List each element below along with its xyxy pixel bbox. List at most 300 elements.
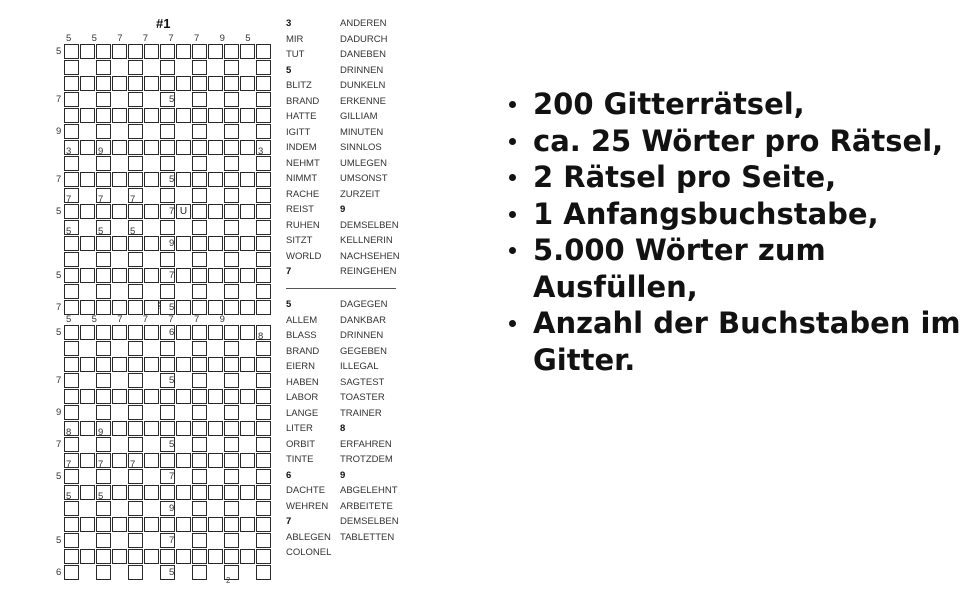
word-list-entry: ABLEGEN <box>286 531 331 543</box>
grid-cell <box>176 517 191 532</box>
grid-cell <box>224 501 239 516</box>
grid-cell <box>64 501 79 516</box>
feature-item <box>505 232 965 305</box>
grid-cell <box>128 437 143 452</box>
grid-cell <box>240 140 255 155</box>
grid-cell <box>224 204 239 219</box>
word-list-entry: DRINNEN <box>340 64 384 76</box>
grid-cell <box>192 549 207 564</box>
word-list-entry: LITER <box>286 423 313 434</box>
word-list-entry: KELLNERIN <box>340 235 393 246</box>
row-length-number: 7 <box>169 535 175 546</box>
row-length-number: 6 <box>169 327 175 338</box>
grid-cell <box>208 140 223 155</box>
grid-cell <box>192 172 207 187</box>
grid-cell <box>240 76 255 91</box>
bullet-icon <box>509 101 516 108</box>
grid-cell <box>240 236 255 251</box>
grid-cell <box>240 485 255 500</box>
grid-cell <box>144 389 159 404</box>
grid-cell <box>96 236 111 251</box>
word-list-entry: TINTE <box>286 454 314 465</box>
grid-cell <box>112 44 127 59</box>
row-length-number: 5 <box>56 206 62 217</box>
grid-cell <box>144 421 159 436</box>
puzzle-1-title: #1 <box>156 16 171 31</box>
row-length-number: 9 <box>169 238 175 249</box>
grid-cell <box>192 405 207 420</box>
grid-cell <box>256 300 271 315</box>
grid-cell <box>224 76 239 91</box>
grid-cell <box>144 44 159 59</box>
grid-cell <box>192 373 207 388</box>
column-length-number: 7 <box>98 459 104 470</box>
row-length-number: 5 <box>56 327 62 338</box>
grid-cell <box>160 124 175 139</box>
grid-cell <box>208 389 223 404</box>
word-list-entry: DAGEGEN <box>340 299 388 310</box>
grid-cell <box>176 549 191 564</box>
grid-cell <box>128 156 143 171</box>
grid-cell <box>208 108 223 123</box>
column-length-number: 7 <box>142 314 149 325</box>
grid-cell <box>96 156 111 171</box>
grid-cell <box>192 533 207 548</box>
grid-cell <box>144 549 159 564</box>
grid-cell <box>112 453 127 468</box>
grid-cell <box>224 469 239 484</box>
grid-cell <box>96 341 111 356</box>
grid-cell <box>208 485 223 500</box>
grid-cell <box>240 44 255 59</box>
grid-cell <box>256 268 271 283</box>
grid-cell <box>224 453 239 468</box>
column-length-number: 5 <box>66 33 72 44</box>
grid-cell <box>240 300 255 315</box>
grid-cell <box>96 373 111 388</box>
grid-cell <box>64 236 79 251</box>
puzzle-divider <box>286 288 396 289</box>
word-list-entry: TOASTER <box>340 392 385 403</box>
grid-cell <box>192 188 207 203</box>
grid-cell <box>128 236 143 251</box>
grid-cell <box>64 204 79 219</box>
grid-cell <box>192 156 207 171</box>
grid-cell <box>192 268 207 283</box>
grid-cell <box>64 76 79 91</box>
grid-cell <box>160 405 175 420</box>
column-length-number: 7 <box>142 33 149 44</box>
column-length-number: 7 <box>194 33 200 44</box>
row-length-number: 6 <box>56 567 62 578</box>
grid-cell <box>80 517 95 532</box>
grid-cell <box>192 517 207 532</box>
grid-cell <box>192 124 207 139</box>
word-list-entry: DANEBEN <box>340 49 386 60</box>
row-length-number: 5 <box>169 567 175 578</box>
column-length-number: 5 <box>66 226 72 237</box>
grid-cell <box>176 325 191 340</box>
column-length-number: 7 <box>66 459 72 470</box>
grid-cell <box>128 140 143 155</box>
row-length-number: 7 <box>169 270 175 281</box>
word-list-entry: DACHTE <box>286 485 326 496</box>
column-length-number: 7 <box>130 459 136 470</box>
grid-cell <box>80 140 95 155</box>
row-length-number: 5 <box>169 375 175 386</box>
grid-cell <box>96 44 111 59</box>
grid-cell <box>224 341 239 356</box>
grid-cell <box>256 533 271 548</box>
grid-cell <box>256 405 271 420</box>
grid-cell <box>96 549 111 564</box>
grid-cell <box>256 60 271 75</box>
grid-cell <box>224 188 239 203</box>
grid-cell <box>64 156 79 171</box>
grid-cell <box>144 172 159 187</box>
grid-cell <box>144 300 159 315</box>
grid-cell <box>192 60 207 75</box>
grid-cell <box>80 357 95 372</box>
grid-cell <box>128 341 143 356</box>
word-list-entry: MINUTEN <box>340 126 384 138</box>
grid-cell <box>192 220 207 235</box>
word-list-entry: TROTZDEM <box>340 454 393 465</box>
bullet-icon <box>509 320 516 327</box>
grid-cell <box>176 357 191 372</box>
word-list-entry: ANDEREN <box>340 18 387 29</box>
column-length-number: 3 <box>66 146 72 157</box>
grid-cell <box>224 405 239 420</box>
grid-cell <box>256 236 271 251</box>
grid-cell <box>112 108 127 123</box>
word-list-entry: TRAINER <box>340 407 382 419</box>
word-length-header: 8 <box>340 423 346 434</box>
grid-cell <box>192 357 207 372</box>
grid-cell <box>176 172 191 187</box>
row-length-number: 7 <box>56 174 62 185</box>
grid-cell <box>112 325 127 340</box>
grid-cell <box>256 44 271 59</box>
grid-cell <box>256 204 271 219</box>
word-list-entry: BRAND <box>286 95 320 107</box>
row-length-number: 5 <box>169 439 175 450</box>
grid-cell <box>112 268 127 283</box>
grid-cell <box>144 517 159 532</box>
word-list-entry: HATTE <box>286 111 317 122</box>
grid-cell <box>160 108 175 123</box>
feature-text: 200 Gitterrätsel, <box>533 87 805 121</box>
grid-cell <box>192 92 207 107</box>
grid-cell <box>144 453 159 468</box>
grid-cell <box>128 485 143 500</box>
row-length-number: 5 <box>56 46 62 57</box>
grid-cell <box>112 485 127 500</box>
word-list-entry: UMSONST <box>340 173 388 184</box>
word-length-header: 6 <box>286 469 292 481</box>
grid-cell <box>224 300 239 315</box>
bullet-icon <box>509 174 516 181</box>
feature-text: 2 Rätsel pro Seite, <box>533 160 837 194</box>
word-list-entry: NIMMT <box>286 173 318 184</box>
grid-cell <box>160 140 175 155</box>
row-length-number: 7 <box>169 471 175 482</box>
word-list-entry: NACHSEHEN <box>340 250 400 262</box>
word-list-entry: DEMSELBEN <box>340 219 399 231</box>
grid-cell <box>256 284 271 299</box>
grid-cell <box>256 501 271 516</box>
word-list-entry: HABEN <box>286 376 319 388</box>
grid-cell <box>112 172 127 187</box>
word-list-entry: COLONEL <box>286 547 332 558</box>
bullet-icon <box>509 247 516 254</box>
grid-cell <box>176 108 191 123</box>
grid-cell <box>128 501 143 516</box>
grid-cell <box>128 357 143 372</box>
grid-cell <box>160 76 175 91</box>
grid-cell <box>96 60 111 75</box>
column-length-number: 7 <box>168 314 174 325</box>
grid-cell <box>176 300 191 315</box>
grid-cell <box>128 405 143 420</box>
word-list-entry: NEHMT <box>286 157 320 169</box>
grid-cell <box>160 44 175 59</box>
grid-cell <box>144 108 159 123</box>
grid-cell <box>64 549 79 564</box>
grid-cell <box>224 325 239 340</box>
grid-cell <box>192 284 207 299</box>
grid-cell <box>176 44 191 59</box>
grid-cell <box>224 44 239 59</box>
grid-cell <box>256 188 271 203</box>
grid-cell <box>144 140 159 155</box>
grid-cell <box>112 517 127 532</box>
grid-cell <box>240 421 255 436</box>
grid-cell <box>160 60 175 75</box>
grid-cell <box>80 549 95 564</box>
word-list-entry: REINGEHEN <box>340 266 397 277</box>
grid-cell <box>96 108 111 123</box>
given-letter: U <box>179 206 188 217</box>
grid-cell <box>64 124 79 139</box>
grid-cell <box>192 421 207 436</box>
grid-cell <box>96 284 111 299</box>
word-list-entry: ARBEITETE <box>340 500 393 512</box>
grid-cell <box>256 549 271 564</box>
grid-cell <box>64 357 79 372</box>
grid-cell <box>128 533 143 548</box>
grid-cell <box>160 341 175 356</box>
column-length-number: 9 <box>219 314 225 325</box>
word-list-entry: DUNKELN <box>340 80 386 91</box>
word-list-entry: UMLEGEN <box>340 157 387 169</box>
grid-cell <box>96 204 111 219</box>
feature-item <box>505 159 965 196</box>
row-length-number: 5 <box>169 302 175 313</box>
grid-cell <box>240 389 255 404</box>
grid-cell <box>256 517 271 532</box>
grid-cell <box>80 76 95 91</box>
grid-cell <box>240 453 255 468</box>
grid-cell <box>224 389 239 404</box>
column-length-number: 9 <box>219 33 225 44</box>
grid-cell <box>80 108 95 123</box>
grid-cell <box>256 124 271 139</box>
row-length-number: 9 <box>56 126 62 137</box>
grid-cell <box>224 108 239 123</box>
column-length-number: 7 <box>168 33 174 44</box>
grid-cell <box>224 357 239 372</box>
grid-cell <box>96 469 111 484</box>
feature-item <box>505 123 965 160</box>
grid-cell <box>80 389 95 404</box>
grid-cell <box>96 325 111 340</box>
word-list-entry: IGITT <box>286 126 311 138</box>
grid-cell <box>256 76 271 91</box>
grid-cell <box>128 124 143 139</box>
grid-cell <box>208 44 223 59</box>
grid-cell <box>240 268 255 283</box>
grid-cell <box>192 437 207 452</box>
grid-cell <box>176 76 191 91</box>
grid-cell <box>96 172 111 187</box>
column-length-number: 5 <box>66 491 72 502</box>
grid-cell <box>208 421 223 436</box>
feature-text: 5.000 Wörter zum Ausfüllen, <box>533 233 826 304</box>
column-length-number: 7 <box>194 314 200 325</box>
row-length-number: 5 <box>56 535 62 546</box>
grid-cell <box>224 140 239 155</box>
grid-cell <box>128 284 143 299</box>
feature-item <box>505 305 965 378</box>
column-length-number: 9 <box>98 427 104 438</box>
grid-cell <box>256 373 271 388</box>
row-length-number: 7 <box>56 439 62 450</box>
grid-cell <box>112 421 127 436</box>
grid-cell <box>160 284 175 299</box>
grid-cell <box>224 284 239 299</box>
grid-cell <box>64 284 79 299</box>
grid-cell <box>160 156 175 171</box>
grid-cell <box>128 60 143 75</box>
word-list-entry: MIR <box>286 33 304 45</box>
grid-cell <box>256 469 271 484</box>
grid-cell <box>64 325 79 340</box>
grid-cell <box>160 549 175 564</box>
grid-cell <box>192 140 207 155</box>
grid-cell <box>64 172 79 187</box>
grid-cell <box>176 236 191 251</box>
grid-cell <box>144 204 159 219</box>
column-length-number: 5 <box>98 491 104 502</box>
word-list-entry: DADURCH <box>340 33 388 45</box>
grid-cell <box>96 92 111 107</box>
grid-cell <box>80 44 95 59</box>
grid-cell <box>208 172 223 187</box>
row-length-number: 9 <box>56 407 62 418</box>
grid-cell <box>192 252 207 267</box>
word-list-entry: BLASS <box>286 330 317 341</box>
grid-cell <box>128 300 143 315</box>
word-length-header: 9 <box>340 204 346 215</box>
grid-cell <box>192 236 207 251</box>
grid-cell <box>192 389 207 404</box>
grid-cell <box>64 92 79 107</box>
grid-cell <box>192 204 207 219</box>
grid-cell <box>96 124 111 139</box>
grid-cell <box>160 453 175 468</box>
grid-cell <box>80 204 95 219</box>
word-list-entry: INDEM <box>286 142 317 153</box>
grid-cell <box>192 300 207 315</box>
grid-cell <box>176 389 191 404</box>
word-list-entry: SINNLOS <box>340 142 382 153</box>
grid-cell <box>224 268 239 283</box>
grid-cell <box>160 421 175 436</box>
column-length-number: 5 <box>130 226 136 237</box>
grid-cell <box>208 76 223 91</box>
word-list-entry: TUT <box>286 49 305 60</box>
grid-cell <box>176 485 191 500</box>
grid-cell <box>64 44 79 59</box>
word-list-entry: ORBIT <box>286 438 316 450</box>
grid-cell <box>256 437 271 452</box>
grid-cell <box>160 252 175 267</box>
grid-cell <box>160 220 175 235</box>
grid-cell <box>64 108 79 123</box>
column-length-number: 7 <box>117 314 123 325</box>
word-list-entry: ALLEM <box>286 314 318 326</box>
grid-cell <box>176 421 191 436</box>
row-length-number: 3 <box>258 146 264 157</box>
grid-cell <box>224 156 239 171</box>
grid-cell <box>240 517 255 532</box>
grid-cell <box>128 373 143 388</box>
grid-cell <box>176 204 191 219</box>
grid-cell <box>240 357 255 372</box>
grid-cell <box>208 453 223 468</box>
grid-cell <box>128 565 143 580</box>
word-list-entry: DEMSELBEN <box>340 516 399 527</box>
grid-cell <box>176 140 191 155</box>
grid-cell <box>96 76 111 91</box>
word-list-entry: DRINNEN <box>340 330 384 341</box>
grid-cell <box>208 236 223 251</box>
word-list-entry: BRAND <box>286 345 320 357</box>
grid-cell <box>256 389 271 404</box>
row-length-number: 5 <box>56 471 62 482</box>
grid-cell <box>64 565 79 580</box>
grid-cell <box>128 549 143 564</box>
grid-cell <box>176 268 191 283</box>
word-list-entry: TABLETTEN <box>340 531 395 543</box>
grid-cell <box>64 389 79 404</box>
word-list-entry: SAGTEST <box>340 376 385 388</box>
grid-cell <box>256 220 271 235</box>
word-list-entry: ABGELEHNT <box>340 485 398 496</box>
grid-cell <box>224 549 239 564</box>
grid-cell <box>112 204 127 219</box>
word-length-header: 7 <box>286 266 292 277</box>
grid-cell <box>256 341 271 356</box>
grid-cell <box>112 549 127 564</box>
word-list-entry: LANGE <box>286 407 319 419</box>
grid-cell <box>64 517 79 532</box>
word-list-entry: WORLD <box>286 250 322 262</box>
grid-cell <box>256 92 271 107</box>
word-list-entry: ERFAHREN <box>340 438 392 450</box>
grid-cell <box>240 108 255 123</box>
